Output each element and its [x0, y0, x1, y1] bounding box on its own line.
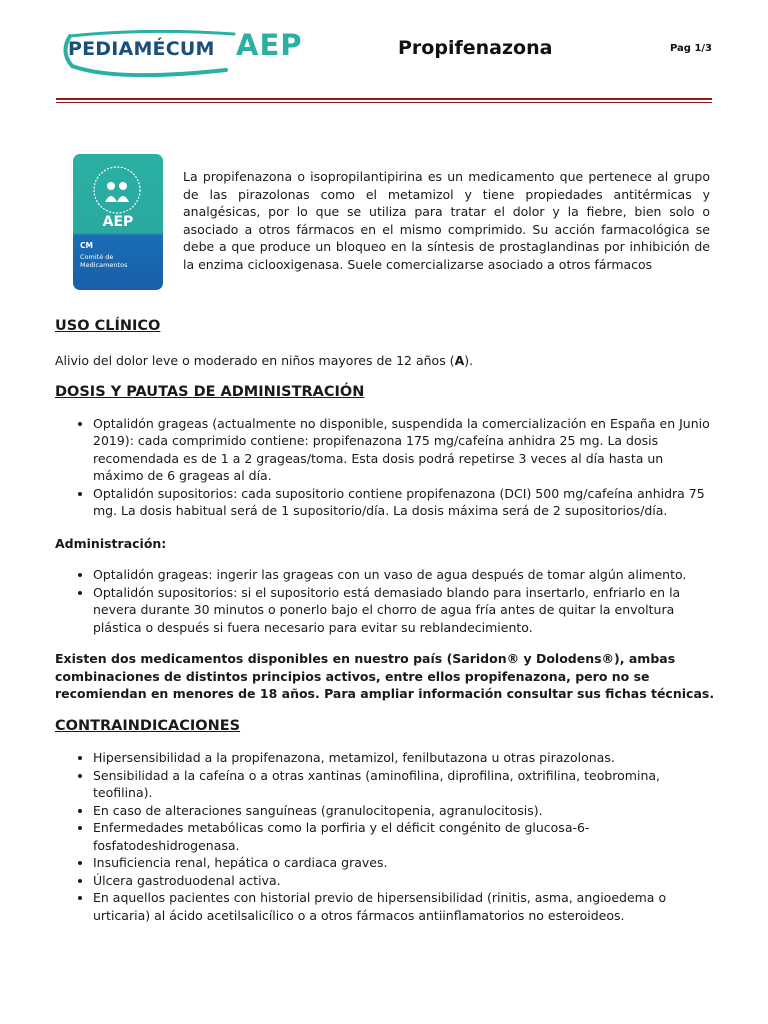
list-item: • Enfermedades metabólicas como la porfiria y el déficit congénito de glucosa-6-fosfatodeshidrogenasa. — [93, 819, 715, 854]
list-item: • Hipersensibilidad a la propifenazona, metamizol, fenilbutazona u otras pirazolonas. — [93, 749, 715, 767]
list-item: • En caso de alteraciones sanguíneas (granulocitopenia, agranulocitosis). — [93, 802, 715, 820]
administracion-list — [55, 566, 715, 636]
section-heading-uso-clinico: USO CLÍNICO — [55, 318, 161, 334]
dosis-list — [55, 415, 715, 520]
contraindicaciones-list — [55, 749, 715, 924]
aep-emblem-icon — [91, 164, 143, 216]
list-item: • Optalidón supositorios: si el supositorio está demasiado blando para insertarlo, enfriarlo en la nevera durante 30 minutos o ponerlo bajo el chorro de agua fría antes de quitar la envoltura plástica o después si fuera necesario para evitar su reblandecimiento. — [93, 584, 715, 637]
list-item: • Optalidón grageas: ingerir las grageas con un vaso de agua después de tomar algún alimento. — [93, 566, 715, 584]
pediamecum-logo — [56, 26, 303, 80]
badge-subtitle-line1: Comité de — [80, 253, 114, 261]
page-title: Propifenazona — [398, 37, 553, 59]
list-item: • Sensibilidad a la cafeína o a otras xantinas (aminofilina, diprofilina, oxtrifilina, teobromina, teofilina). — [93, 767, 715, 802]
list-item: • En aquellos pacientes con historial previo de hipersensibilidad (rinitis, asma, angioedema o urticaria) al ácido acetilsalicílico o a otros fármacos antiinflamatorios no esteroideos. — [93, 889, 715, 924]
list-item: • Úlcera gastroduodenal activa. — [93, 872, 715, 890]
availability-note: Existen dos medicamentos disponibles en nuestro país (Saridon® y Dolodens®), ambas combinaciones de distintos principios activos, entre ellos propifenazona, pero no se recomiendan en menores de 18 años. Para ampliar información consultar sus fichas técnicas. — [55, 651, 715, 701]
section-heading-contraindicaciones: CONTRAINDICACIONES — [55, 717, 241, 734]
header-divider-thin — [56, 102, 712, 103]
document-body — [55, 318, 715, 924]
uso-clinico-text-start: Alivio del dolor leve o moderado en niños mayores de 12 años ( — [55, 352, 455, 368]
aep-committee-badge — [73, 154, 163, 290]
page-header — [0, 0, 768, 100]
logo-text-aep: AEP — [236, 28, 303, 62]
intro-paragraph: La propifenazona o isopropilantipirina es un medicamento que pertenece al grupo de las pirazolonas como el metamizol y tiene propiedades antitérmicas y analgésicas, por lo que se utiliza para tratar el dolor y la fiebre, bien solo o asociado a otros fármacos en el mismo comprimido. Su acción farmacológica se debe a que produce un bloqueo en la síntesis de prostaglandinas por inhibición de la enzima ciclooxigenasa. Suele comercializarse asociado a otros fármacos — [183, 169, 710, 272]
page-number: Pag 1/3 — [670, 43, 713, 54]
badge-subtitle-line2: Medicamentos — [80, 261, 128, 269]
header-divider — [56, 98, 712, 100]
list-item: • Optalidón supositorios: cada supositorio contiene propifenazona (DCI) 500 mg/cafeína anhidra 75 mg. La dosis habitual será de 1 supositorio/día. La dosis máxima será de 2 supositorios/día. — [93, 485, 715, 520]
administracion-heading: Administración: — [55, 535, 167, 551]
logo-text-pediamecum: PEDIAMÉCUM — [68, 38, 215, 60]
evidence-grade: A — [454, 352, 465, 368]
list-item: • Insuficiencia renal, hepática o cardiaca graves. — [93, 854, 715, 872]
badge-subtitle — [80, 253, 160, 269]
badge-cm-label: CM — [80, 241, 93, 250]
list-item: • Optalidón grageas (actualmente no disponible, suspendida la comercialización en España en Junio 2019): cada comprimido contiene: propifenazona 175 mg/cafeína anhidra 25 mg. La dosis recomendada es de 1 a 2 grageas/toma. Esta dosis podrá repetirse 3 veces al día hasta un máximo de 6 grageas al día. — [93, 415, 715, 485]
badge-aep-label: AEP — [102, 214, 134, 230]
uso-clinico-text — [55, 352, 715, 370]
section-heading-dosis: DOSIS Y PAUTAS DE ADMINISTRACIÓN — [55, 384, 365, 400]
uso-clinico-text-end: ). — [464, 352, 474, 368]
